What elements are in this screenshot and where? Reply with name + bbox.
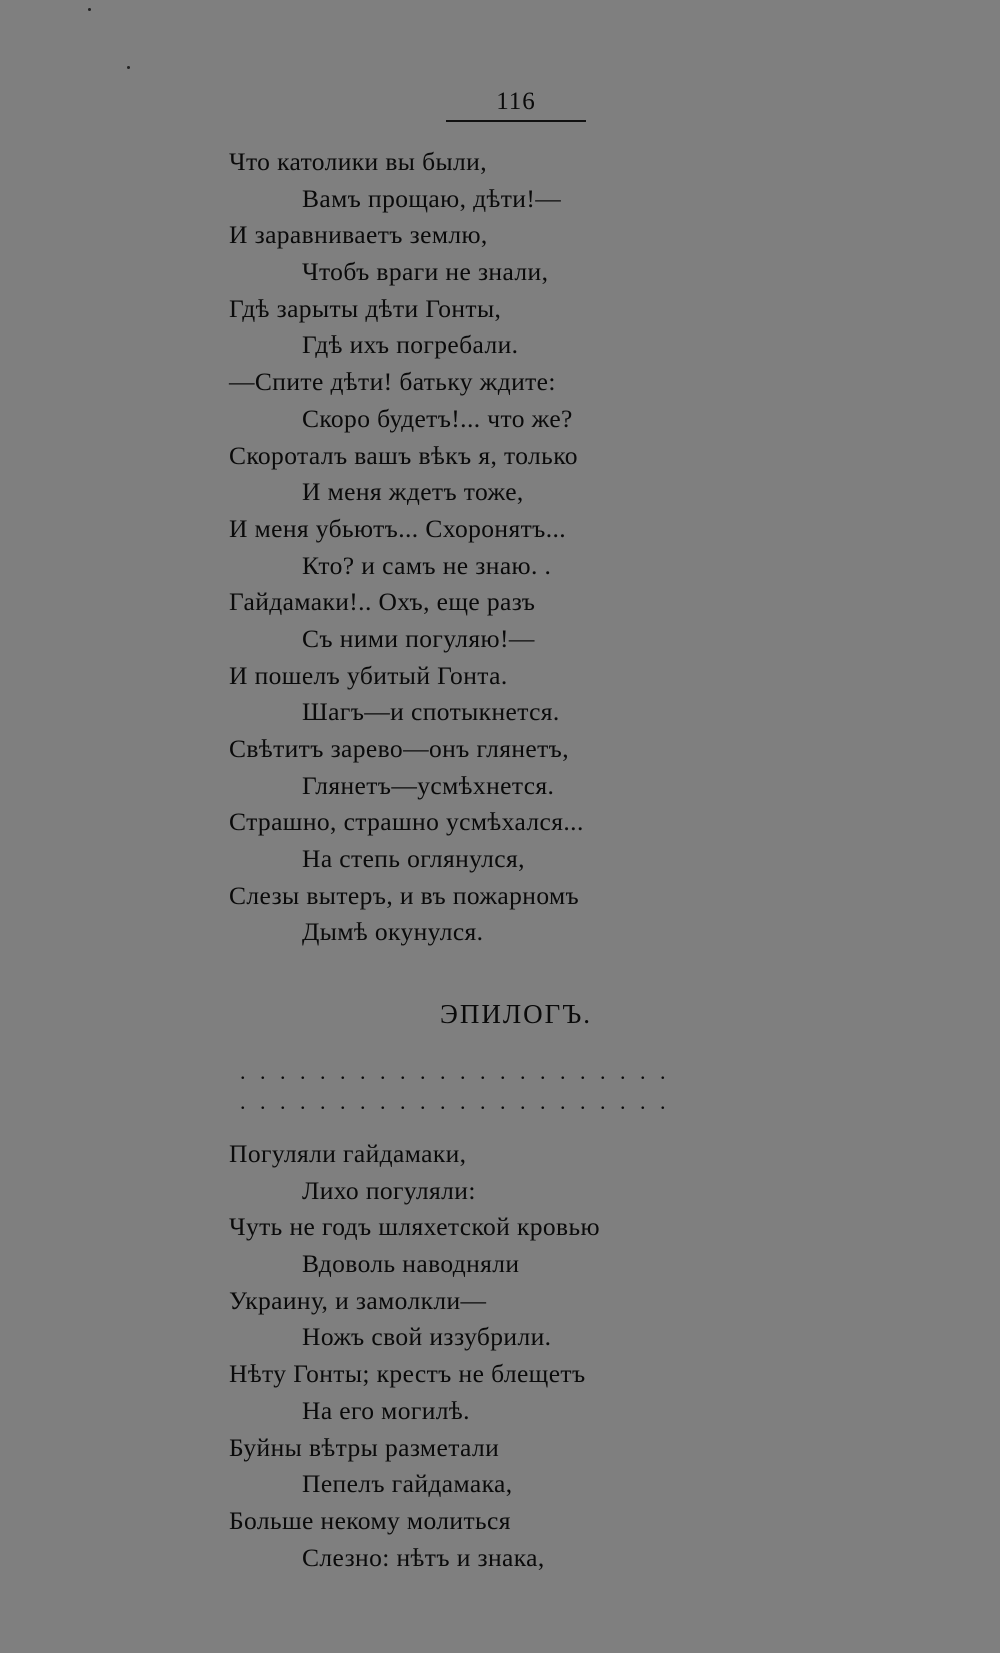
poem-line: Гдѣ ихъ погребали. — [302, 330, 519, 360]
poem-stanza-2 — [0, 1136, 1000, 1576]
poem-line: И меня убьютъ... Схоронятъ... — [229, 513, 567, 543]
poem-line: Что католики вы были, — [229, 147, 487, 176]
poem-line: Шагъ—и спотыкнется. — [302, 697, 560, 727]
poem-line: Погуляли гайдамаки, — [229, 1139, 467, 1168]
epilogue-heading: ЭПИЛОГЪ. — [440, 999, 593, 1029]
dot-leader-row: ...................... — [240, 1059, 680, 1084]
poem-line: Пепелъ гайдамака, — [302, 1469, 513, 1499]
poem-line: И заравниваетъ землю, — [229, 220, 488, 250]
poem-line: Вамъ прощаю, дѣти!— — [302, 183, 562, 213]
poem-line: Украину, и замолкли— — [229, 1285, 487, 1315]
poem-line: Нѣту Гонты; крестъ не блещетъ — [229, 1359, 586, 1389]
page-number: 116 — [496, 88, 536, 115]
print-speck — [88, 8, 91, 11]
poem-line: Больше некому молиться — [229, 1505, 511, 1535]
print-speck — [127, 66, 130, 69]
poem-line: Ножъ свой иззубрили. — [302, 1322, 552, 1352]
poem-line: Слезно: нѣтъ и знака, — [302, 1542, 545, 1572]
poem-line: —Спите дѣти! батьку ждите: — [229, 367, 556, 397]
poem-line: Чуть не годъ шляхетской кровью — [229, 1212, 600, 1242]
poem-line: Буйны вѣтры разметали — [229, 1432, 500, 1462]
poem-line: И пошелъ убитый Гонта. — [229, 660, 508, 690]
poem-line: Съ ними погуляю!— — [302, 623, 535, 653]
poem-line: Чтобъ враги не знали, — [302, 257, 549, 287]
poem-line: На степь оглянулся, — [302, 844, 525, 874]
poem-line: Гайдамаки!.. Охъ, еще разъ — [229, 587, 536, 617]
poem-stanza-1 — [0, 144, 1000, 951]
poem-line: На его могилѣ. — [302, 1395, 470, 1425]
poem-line: Страшно, страшно усмѣхался... — [229, 807, 584, 837]
poem-line: Свѣтитъ зарево—онъ глянетъ, — [229, 734, 570, 763]
poem-line: Кто? и самъ не знаю. . — [302, 550, 552, 580]
poem-line: Вдоволь наводняли — [302, 1249, 520, 1279]
poem-line: И меня ждетъ тоже, — [302, 477, 524, 507]
poem-line: Глянетъ—усмѣхнется. — [302, 770, 555, 800]
page-number-rule — [446, 120, 586, 122]
poem-line: Лихо погуляли: — [302, 1175, 476, 1205]
dot-leader-row: ...................... — [240, 1089, 680, 1114]
poem-line: Гдѣ зарыты дѣти Гонты, — [229, 293, 502, 323]
poem-line: Слезы вытеръ, и въ пожарномъ — [229, 880, 580, 910]
poem-line: Скоро будетъ!... что же? — [302, 403, 573, 433]
poem-line: Скороталъ вашъ вѣкъ я, только — [229, 440, 578, 470]
poem-line: Дымѣ окунулся. — [302, 917, 484, 947]
